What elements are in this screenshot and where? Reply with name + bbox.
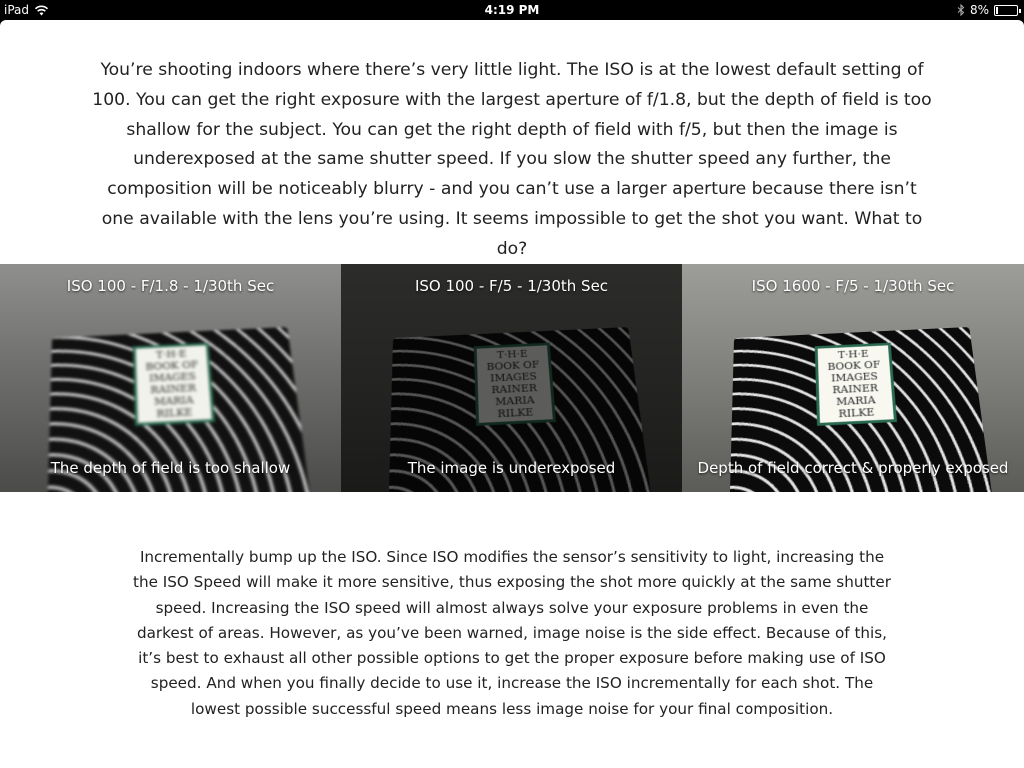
book-line: IMAGES xyxy=(149,370,197,385)
panel-underexposed xyxy=(341,264,682,492)
book-line: T·H·E xyxy=(155,348,187,361)
device-name: iPad xyxy=(4,3,30,17)
book-line: RAINER xyxy=(832,382,879,397)
book-line: RILKE xyxy=(156,406,193,421)
book-line: BOOK OF xyxy=(486,358,540,373)
battery-fill xyxy=(996,7,998,14)
panel-settings-caption: ISO 100 - F/1.8 - 1/30th Sec xyxy=(66,277,275,295)
panel-result-caption: The depth of field is too shallow xyxy=(50,459,291,477)
status-bar xyxy=(0,0,1024,20)
book-line: T·H·E xyxy=(837,348,869,361)
clock: 4:19 PM xyxy=(484,3,540,17)
book-line: RILKE xyxy=(838,406,875,421)
book-line: IMAGES xyxy=(831,370,879,385)
panel-result-caption: Depth of field correct & properly exposed xyxy=(697,459,1009,477)
book-line: MARIA xyxy=(835,393,876,408)
status-right xyxy=(957,0,1018,20)
book-line: RAINER xyxy=(150,382,197,397)
bluetooth-icon xyxy=(957,4,965,16)
book-line: BOOK OF xyxy=(145,358,199,373)
book-line: BOOK OF xyxy=(827,358,881,373)
book-line: MARIA xyxy=(494,393,535,408)
book-label xyxy=(474,343,556,426)
book-line: RILKE xyxy=(497,406,534,421)
panel-correct-exposure xyxy=(682,264,1024,492)
battery-icon xyxy=(994,5,1018,16)
page-content xyxy=(0,20,1024,768)
book-label xyxy=(815,343,897,426)
book-line: MARIA xyxy=(153,393,194,408)
battery-percent: 8% xyxy=(969,3,989,17)
comparison-strip xyxy=(0,264,1024,492)
panel-settings-caption: ISO 1600 - F/5 - 1/30th Sec xyxy=(751,277,955,295)
intro-paragraph: You’re shooting indoors where there’s very little light. The ISO is at the lowest default setting of 100. You can get the right exposure with the largest aperture of f/1.8, but the depth of field is too shallow for the subject. You can get the right depth of field with f/5, but then the image is underexposed at the same shutter speed. If you slow the shutter speed any further, the composition will be noticeably blurry - and you can’t use a larger aperture because there isn’t one available with the lens you’re using. It seems impossible to get the shot you want. What to do? xyxy=(92,60,932,259)
book-line: T·H·E xyxy=(496,348,528,361)
book-label xyxy=(133,343,215,426)
panel-shallow-dof xyxy=(0,264,341,492)
book-line: IMAGES xyxy=(490,370,538,385)
panel-result-caption: The image is underexposed xyxy=(407,459,616,477)
solution-paragraph: Incrementally bump up the ISO. Since ISO modifies the sensor’s sensitivity to light, increasing the the ISO Speed will make it more sensitive, thus exposing the shot more quickly at the same shutter speed. Increasing the ISO speed will almost always solve your exposure problems in even the darkest of areas. However, as you’ve been warned, image noise is the side effect. Because of this, it’s best to exhaust all other possible options to get the proper exposure before making use of ISO speed. And when you finally decide to use it, increase the ISO incrementally for each shot. The lowest possible successful speed means less image noise for your final composition. xyxy=(133,548,891,718)
panel-settings-caption: ISO 100 - F/5 - 1/30th Sec xyxy=(414,277,609,295)
book-line: RAINER xyxy=(491,382,538,397)
